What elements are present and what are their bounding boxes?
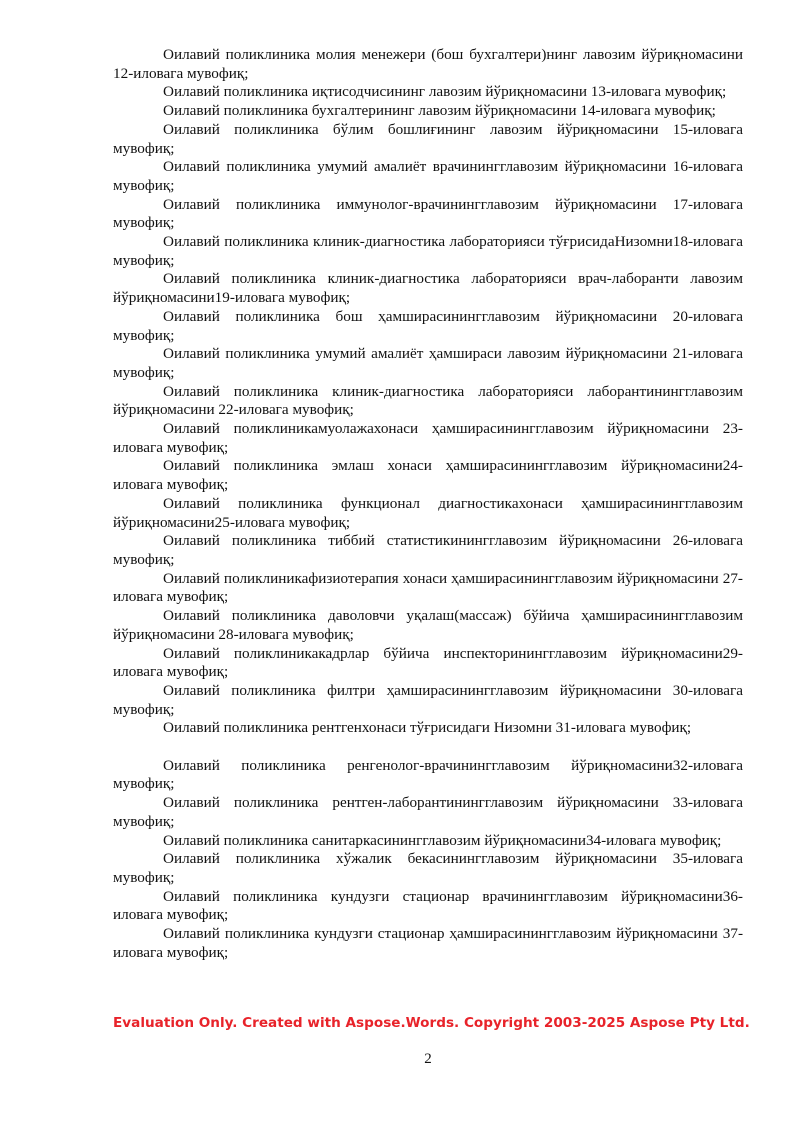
paragraph-19: Оилавий поликлиника клиник-диагностика лабораторияси врач-лаборанти лавозим йўриқномасини19-иловага мувофиқ; [113,270,743,307]
paragraph-15: Оилавий поликлиника бўлим бошлиғининг лавозим йўриқномасини 15-иловага мувофиқ; [113,120,743,157]
paragraph-18: Оилавий поликлиника клиник-диагностика лабораторияси тўғрисидаНизомни18-иловага мувофиқ; [113,233,743,269]
paragraph-22: Оилавий поликлиника клиник-диагностика лабораторияси лаборантинингглавозим йўриқномасини 22-иловага мувофиқ; [113,382,743,419]
paragraph-34: Оилавий поликлиника санитаркасинингглавозим йўриқномасини34-иловага мувофиқ; [163,831,722,849]
paragraph-37: Оилавий поликлиника кундузги стационар ҳамширасинингглавозим йўриқномасини 37-иловага мувофиқ; [113,925,743,961]
evaluation-watermark: Evaluation Only. Created with Aspose.Words. Copyright 2003-2025 Aspose Pty Ltd. [113,1015,750,1031]
paragraph-29: Оилавий поликлиникакадрлар бўйича инспекторинингглавозим йўриқномасини29-иловага мувофиқ; [113,644,743,681]
paragraph-14: Оилавий поликлиника бухгалтерининг лавозим йўриқномасини 14-иловага мувофиқ; [163,102,716,120]
paragraph-12: Оилавий поликлиника молия менежери (бош бухгалтери)нинг лавозим йўриқномасини 12-иловага мувофиқ; [113,46,743,82]
paragraph-20: Оилавий поликлиника бош ҳамширасинингглавозим йўриқномасини 20-иловага мувофиқ; [113,307,743,344]
paragraph-33: Оилавий поликлиника рентген-лаборантинингглавозим йўриқномасини 33-иловага мувофиқ; [113,794,743,830]
paragraph-24: Оилавий поликлиника эмлаш хонаси ҳамширасинингглавозим йўриқномасини24-иловага мувофиқ; [113,457,743,494]
paragraph-26: Оилавий поликлиника тиббий статистикинингглавозим йўриқномасини 26-иловага мувофиқ; [113,532,743,568]
paragraph-30: Оилавий поликлиника филтри ҳамширасинингглавозим йўриқномасини 30-иловага мувофиқ; [113,681,743,718]
paragraph-16: Оилавий поликлиника умумий амалиёт врачинингглавозим йўриқномасини 16-иловага мувофиқ; [113,158,743,194]
paragraph-23: Оилавий поликлиникамуолажахонаси ҳамширасинингглавозим йўриқномасини 23-иловага мувофиқ; [113,420,743,456]
paragraph-32: Оилавий поликлиника ренгенолог-врачинингглавозим йўриқномасини32-иловага мувофиқ; [113,756,743,793]
paragraph-28: Оилавий поликлиника даволовчи уқалаш(массаж) бўйича ҳамширасинингглавозим йўриқномасини 28-иловага мувофиқ; [113,607,743,643]
page-number: 2 [424,1051,432,1067]
document-body [113,46,743,962]
paragraph-31: Оилавий поликлиника рентгенхонаси тўғрисидаги Низомни 31-иловага мувофиқ; [163,719,692,737]
paragraph-36: Оилавий поликлиника кундузги стационар врачинингглавозим йўриқномасини36-иловага мувофиқ; [113,887,743,924]
paragraph-27: Оилавий поликлиникафизиотерапия хонаси ҳамширасинингглавозим йўриқномасини 27-иловага мувофиқ; [113,569,743,606]
paragraph-17: Оилавий поликлиника иммунолог-врачинингглавозим йўриқномасини 17-иловага мувофиқ; [113,195,743,232]
paragraph-25: Оилавий поликлиника функционал диагностикахонаси ҳамширасинингглавозим йўриқномасини25-иловага мувофиқ; [113,494,743,531]
paragraph-21: Оилавий поликлиника умумий амалиёт ҳамшираси лавозим йўриқномасини 21-иловага мувофиқ; [113,345,743,381]
paragraph-35: Оилавий поликлиника хўжалик бекасинингглавозим йўриқномасини 35-иловага мувофиқ; [113,850,743,886]
paragraph-13: Оилавий поликлиника иқтисодчисининг лавозим йўриқномасини 13-иловага мувофиқ; [163,83,727,101]
